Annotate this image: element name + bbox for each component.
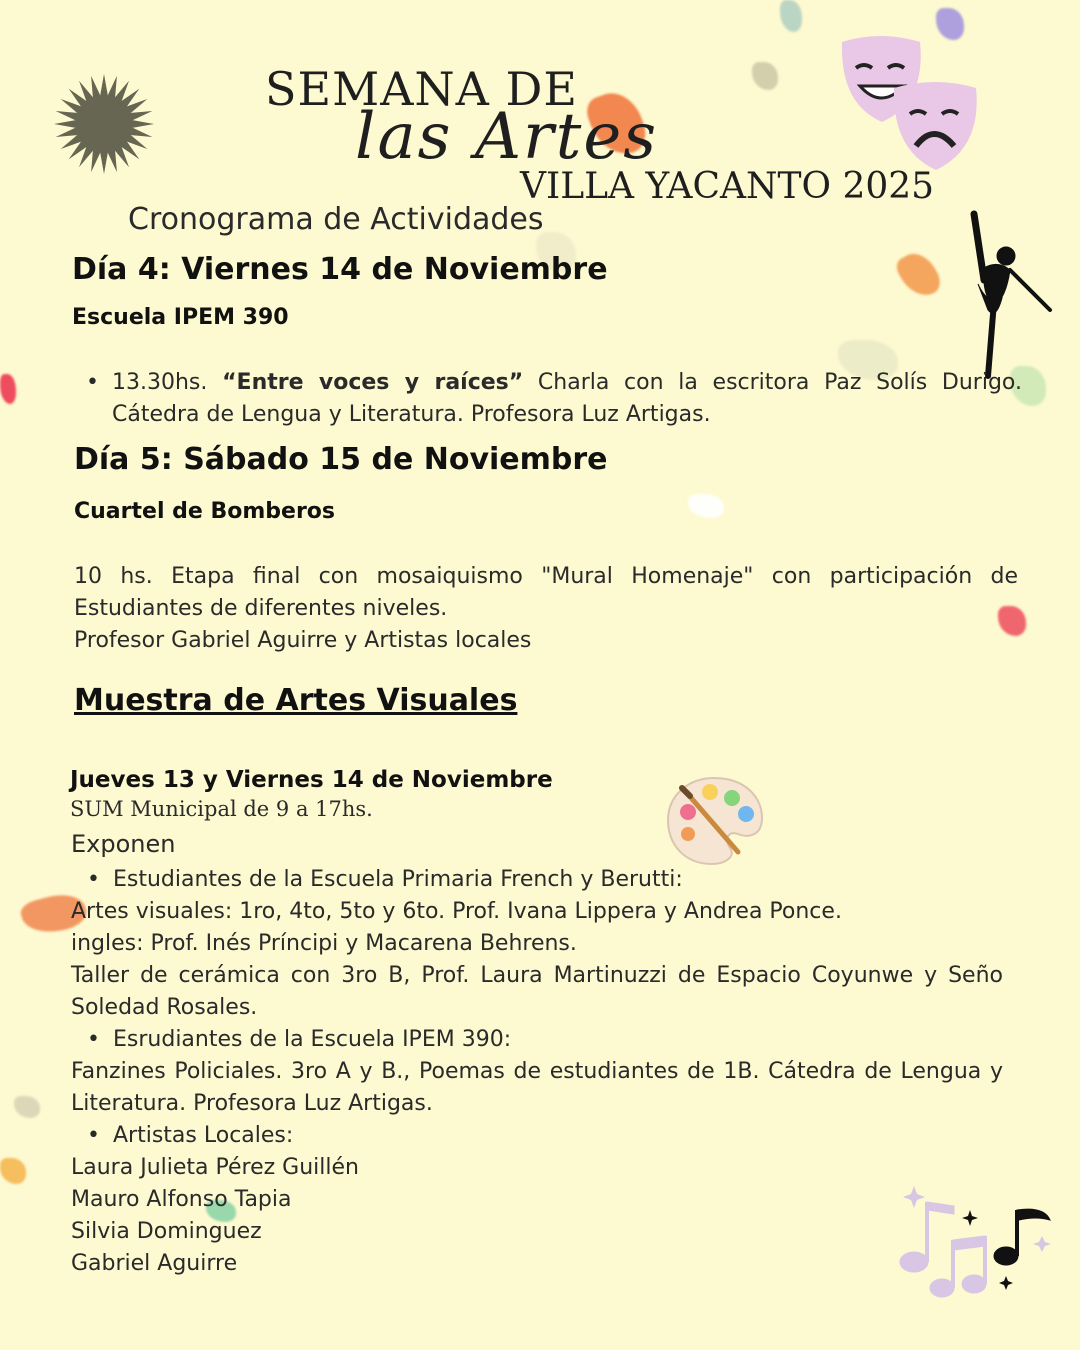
artist-name: Mauro Alfonso Tapia [71, 1187, 292, 1212]
artist-name: Laura Julieta Pérez Guillén [71, 1155, 359, 1180]
confetti-orange [893, 247, 945, 304]
day4-venue: Escuela IPEM 390 [72, 305, 289, 330]
event-title: SEMANA DE [265, 62, 578, 116]
bullet-icon: • [87, 867, 100, 892]
school2-label: Esrudiantes de la Escuela IPEM 390: [113, 1027, 512, 1052]
bullet-icon: • [87, 1027, 100, 1052]
confetti-yellow [0, 1158, 26, 1184]
day4-talk-title: “Entre voces y raíces” [222, 370, 524, 395]
day5-heading: Día 5: Sábado 15 de Noviembre [74, 442, 608, 477]
event-title-script: las Artes [355, 100, 659, 174]
day4-talk-details: Charla con la escritora Paz Solís Durigo. Cátedra de Lengua y Literatura. Profesora Luz Artigas. [112, 370, 1022, 427]
day4-activity [86, 367, 1022, 431]
confetti-green [780, 0, 802, 32]
bullet-icon: • [86, 370, 99, 395]
bullet-icon: • [87, 1123, 100, 1148]
confetti-grey [14, 1096, 40, 1118]
school1-line-ingles: ingles: Prof. Inés Príncipi y Macarena Behrens. [71, 931, 577, 956]
day4-activity-text [112, 367, 1022, 431]
day4-heading: Día 4: Viernes 14 de Noviembre [72, 252, 608, 287]
confetti-grey [752, 62, 778, 90]
school1-label: Estudiantes de la Escuela Primaria French y Berutti: [113, 867, 683, 892]
list-item [71, 864, 1003, 896]
list-item [71, 1120, 1003, 1152]
confetti-white [688, 494, 724, 518]
page-subtitle: Cronograma de Actividades [128, 202, 544, 237]
confetti-red [0, 374, 16, 404]
ballerina-silhouette-icon [958, 210, 1058, 380]
muestra-title: Muestra de Artes Visuales [74, 683, 518, 718]
muestra-dates: Jueves 13 y Viernes 14 de Noviembre [70, 767, 553, 793]
sun-burst-icon [52, 72, 156, 176]
artists-label: Artistas Locales: [113, 1123, 294, 1148]
day5-credits: Profesor Gabriel Aguirre y Artistas locales [74, 628, 532, 653]
muestra-location: SUM Municipal de 9 a 17hs. [70, 797, 373, 821]
school1-line-artes: Artes visuales: 1ro, 4to, 5to y 6to. Prof. Ivana Lippera y Andrea Ponce. [71, 899, 842, 924]
muestra-list [71, 864, 1003, 1280]
theatre-masks-icon [836, 32, 980, 174]
artist-name: Silvia Dominguez [71, 1219, 262, 1244]
day4-time: 13.30hs. [112, 370, 223, 395]
artist-name: Gabriel Aguirre [71, 1251, 238, 1276]
exponen-label: Exponen [71, 830, 176, 858]
event-place-year: VILLA YACANTO 2025 [520, 166, 935, 207]
day5-venue: Cuartel de Bomberos [74, 499, 336, 524]
list-item [71, 1024, 1003, 1056]
day5-activity: 10 hs. Etapa final con mosaiquismo "Mural Homenaje" con participación de Estudiantes de diferentes niveles. [74, 564, 1018, 621]
paint-palette-icon [666, 774, 764, 866]
music-notes-icon [894, 1184, 1058, 1304]
school1-line-ceramica: Taller de cerámica con 3ro B, Prof. Laura Martinuzzi de Espacio Coyunwe y Seño Soledad Rosales. [71, 963, 1003, 1020]
school2-line: Fanzines Policiales. 3ro A y B., Poemas de estudiantes de 1B. Cátedra de Lengua y Literatura. Profesora Luz Artigas. [71, 1059, 1003, 1116]
